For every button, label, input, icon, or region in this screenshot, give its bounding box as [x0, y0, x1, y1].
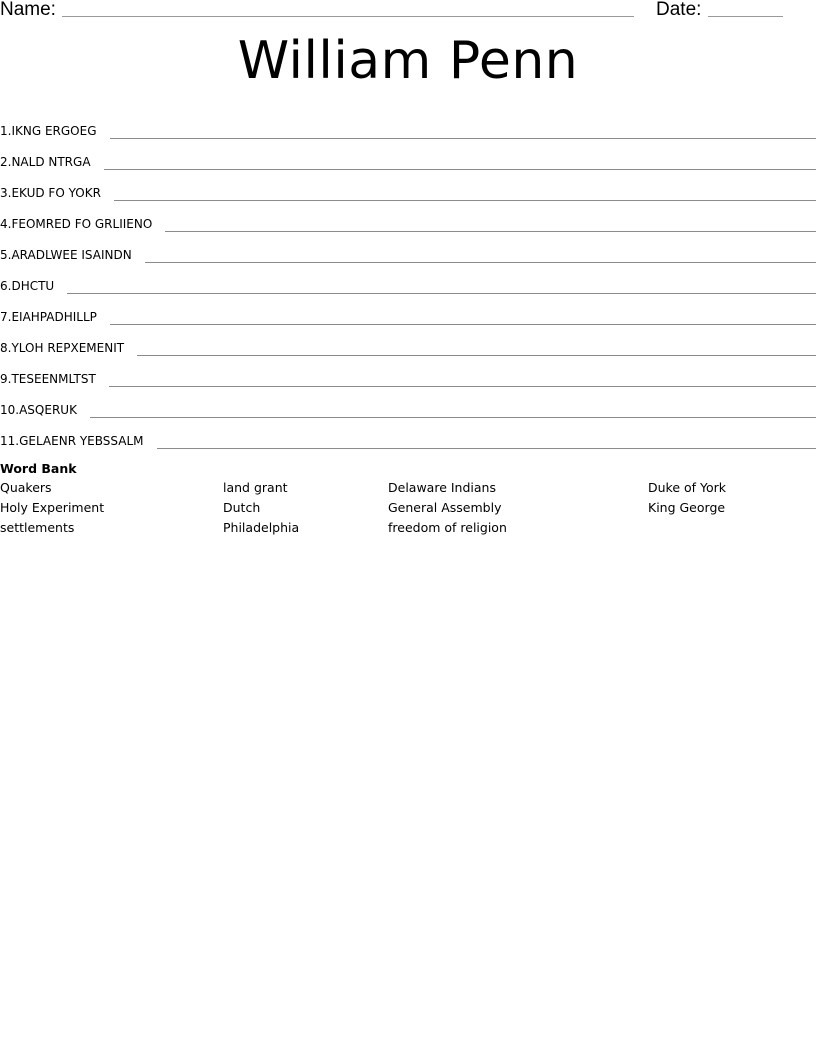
clue-scrambled-word: EIAHPADHILLP: [11, 310, 97, 324]
word-bank-entry: King George: [648, 500, 726, 515]
word-bank-entry: Duke of York: [648, 480, 727, 495]
clue-number: 2.: [0, 155, 12, 169]
word-bank-entry: Dutch: [223, 500, 261, 515]
answer-line[interactable]: [157, 448, 816, 449]
answer-line[interactable]: [145, 262, 816, 263]
name-label: Name:: [0, 0, 56, 20]
word-bank-entry: General Assembly: [388, 500, 502, 515]
clue-number: 10.: [0, 403, 20, 417]
answer-line[interactable]: [67, 293, 816, 294]
clue-number: 6.: [0, 279, 12, 293]
word-bank-title: Word Bank: [0, 461, 77, 476]
name-field-line[interactable]: [62, 16, 634, 17]
clue-item: [0, 359, 816, 390]
clue-scrambled-word: ARADLWEE ISAINDN: [11, 248, 132, 262]
clue-number: 4.: [0, 217, 12, 231]
clue-scrambled-word: GELAENR YEBSSALM: [19, 434, 144, 448]
clue-item: [0, 390, 816, 421]
clue-number: 8.: [0, 341, 12, 355]
clue-scrambled-word: YLOH REPXEMENIT: [11, 341, 125, 355]
answer-line[interactable]: [114, 200, 816, 201]
word-bank-entry: Holy Experiment: [0, 500, 105, 515]
clue-item: [0, 328, 816, 359]
clue-scrambled-word: NALD NTRGA: [11, 155, 91, 169]
word-bank: [0, 460, 816, 549]
word-bank-entry: Quakers: [0, 480, 52, 495]
clue-number: 3.: [0, 186, 12, 200]
answer-line[interactable]: [110, 138, 816, 139]
clue-number: 11.: [0, 434, 20, 448]
answer-line[interactable]: [137, 355, 816, 356]
clue-scrambled-word: DHCTU: [11, 279, 55, 293]
clue-item: [0, 297, 816, 328]
header-row: [0, 0, 816, 22]
clue-scrambled-word: ASQERUK: [19, 403, 77, 417]
answer-line[interactable]: [109, 386, 816, 387]
clue-item: [0, 421, 816, 452]
clue-item: [0, 266, 816, 297]
word-bank-entry: settlements: [0, 520, 75, 535]
clue-scrambled-word: IKNG ERGOEG: [11, 124, 97, 138]
clue-scrambled-word: TESEENMLTST: [11, 372, 96, 386]
clue-number: 9.: [0, 372, 12, 386]
clue-number: 7.: [0, 310, 12, 324]
date-label: Date:: [656, 0, 702, 20]
word-bank-grid: [0, 479, 816, 549]
clue-item: [0, 204, 816, 235]
word-bank-entry: Delaware Indians: [388, 480, 496, 495]
word-bank-entry: Philadelphia: [223, 520, 300, 535]
answer-line[interactable]: [90, 417, 816, 418]
clue-item: [0, 235, 816, 266]
answer-line[interactable]: [110, 324, 816, 325]
answer-line[interactable]: [104, 169, 816, 170]
clue-number: 5.: [0, 248, 12, 262]
clue-scrambled-word: EKUD FO YOKR: [11, 186, 101, 200]
word-bank-entry: land grant: [223, 480, 288, 495]
date-field-line[interactable]: [708, 16, 783, 17]
clue-item: [0, 111, 816, 142]
clue-item: [0, 173, 816, 204]
answer-line[interactable]: [165, 231, 816, 232]
clue-list: [0, 111, 816, 452]
clue-number: 1.: [0, 124, 12, 138]
page-title: William Penn: [237, 31, 579, 91]
clue-item: [0, 142, 816, 173]
clue-scrambled-word: FEOMRED FO GRLIIENO: [11, 217, 153, 231]
word-bank-entry: freedom of religion: [388, 520, 507, 535]
